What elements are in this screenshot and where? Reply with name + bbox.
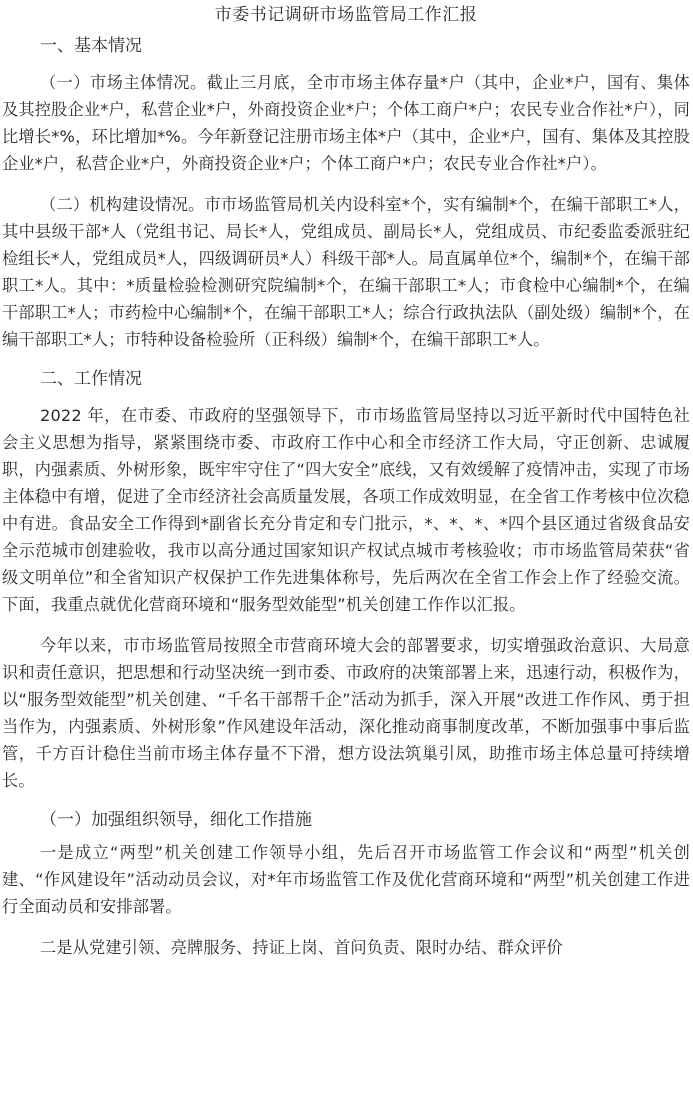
section-heading-work-status: 二、工作情况 [40,369,142,389]
paragraph-2022-summary: 2022 年，在市委、市政府的坚强领导下，市市场监管局坚持以习近平新时代中国特色社会主义思想为指导，紧紧围绕市委、市政府工作中心和全市经济工作大局，守正创新、忠诚履职，内强素质、外树形象，既牢牢守住了“四大安全”底线，又有效缓解了疫情冲击，实现了市场主体稳中有增，促进了全市经济社会高质量发展，各项工作成效明显，在全省工作考核中位次稳中有进。食品安全工作得到*副省长充分肯定和专门批示，*、*、*、*四个县区通过省级食品安全示范城市创建验收，我市以高分通过国家知识产权试点城市考核验收；市市场监管局荣获“省级文明单位”和全省知识产权保护工作先进集体称号，先后两次在全省工作会上作了经验交流。下面，我重点就优化营商环境和“服务型效能型”机关创建工作作以汇报。 [2,406,690,614]
paragraph-point-one: 一是成立“两型”机关创建工作领导小组，先后召开市场监管工作会议和“两型”机关创建、“作风建设年”活动动员会议，对*年市场监管工作及优化营商环境和“两型”机关创建工作进行全面动员和安排部署。 [2,843,690,916]
paragraph-this-year: 今年以来，市市场监管局按照全市营商环境大会的部署要求，切实增强政治意识、大局意识和责任意识，把思想和行动坚决统一到市委、市政府的决策部署上来，迅速行动，积极作为，以“服务型效能型”机关创建、“千名干部帮千企”活动为抓手，深入开展“改进工作作风、勇于担当作为，内强素质、外树形象”作风建设年活动，深化推动商事制度改革，不断加强事中事后监管，千方百计稳住当前市场主体存量不下滑，想方设法筑巢引凤，助推市场主体总量可持续增长。 [2,636,690,790]
paragraph-market-entities: （一）市场主体情况。截止三月底，全市市场主体存量*户（其中，企业*户，国有、集体及其控股企业*户，私营企业*户，外商投资企业*户；个体工商户*户；农民专业合作社*户），同比增长*%，环比增加*%。今年新登记注册市场主体*户（其中，企业*户，国有、集体及其控股企业*户，私营企业*户，外商投资企业*户；个体工商户*户；农民专业合作社*户）。 [2,73,690,173]
subsection-heading-leadership: （一）加强组织领导，细化工作措施 [40,810,312,830]
section-heading-basic-info: 一、基本情况 [40,36,142,56]
paragraph-organization: （二）机构建设情况。市市场监管局机关内设科室*个，实有编制*个，在编干部职工*人，其中县级干部*人（党组书记、局长*人，党组成员、副局长*人，党组成员、市纪委监委派驻纪检组长*人，党组成员*人，四级调研员*人）科级干部*人。局直属单位*个，编制*个，在编干部职工*人。其中：*质量检验检测研究院编制*个，在编干部职工*人；市食检中心编制*个，在编干部职工*人；市药检中心编制*个，在编干部职工*人；综合行政执法队（副处级）编制*个，在编干部职工*人；市特种设备检验所（正科级）编制*个，在编干部职工*人。 [2,195,690,349]
paragraph-point-two: 二是从党建引领、亮牌服务、持证上岗、首问负责、限时办结、群众评价 [40,938,563,957]
document-title: 市委书记调研市场监管局工作汇报 [214,5,478,25]
